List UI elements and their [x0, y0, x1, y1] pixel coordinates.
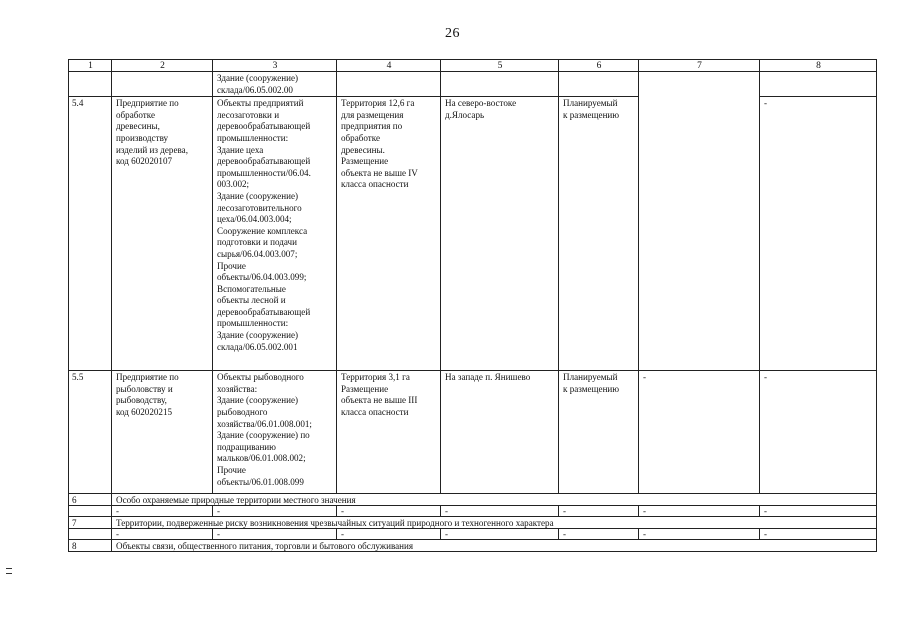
section-number: 7	[69, 517, 112, 529]
table-row-5-5	[69, 371, 877, 494]
header-cell-5: 5	[441, 60, 559, 72]
cont-cell-objects: Здание (сооружение) склада/06.05.002.00	[213, 72, 337, 97]
header-cell-7: 7	[639, 60, 760, 72]
object-name: Предприятие по обработке древесины, производству изделий из дерева, код 602020107	[112, 97, 213, 371]
page-number: 26	[445, 26, 460, 41]
margin-mark	[6, 568, 12, 574]
dash-cell: -	[441, 506, 559, 517]
object-status: Планируемый к размещению	[559, 371, 639, 494]
document-table	[68, 59, 877, 552]
section-7-values-row	[69, 529, 877, 540]
object-list: Объекты рыбоводного хозяйства: Здание (сооружение) рыбоводного хозяйства/06.01.008.001; Здание (сооружение) по подращиванию мальков/06.01.008.002; Прочие объекты/06.01.008.099	[213, 371, 337, 494]
dash-cell: -	[213, 529, 337, 540]
object-status: Планируемый к размещению	[559, 97, 639, 371]
dash-cell-num	[69, 529, 112, 540]
header-cell-3: 3	[213, 60, 337, 72]
dash-cell: -	[112, 506, 213, 517]
section-title: Особо охраняемые природные территории местного значения	[112, 494, 877, 506]
dash-cell: -	[213, 506, 337, 517]
dash-cell: -	[760, 529, 877, 540]
dash-cell: -	[559, 506, 639, 517]
object-location: На северо-востоке д.Ялосарь	[441, 97, 559, 371]
cont-cell-num	[69, 72, 112, 97]
row-number: 5.4	[69, 97, 112, 371]
dash-cell: -	[337, 506, 441, 517]
section-row-7	[69, 517, 877, 529]
cont-cell-location	[441, 72, 559, 97]
header-cell-6: 6	[559, 60, 639, 72]
header-row	[69, 60, 877, 72]
header-cell-8: 8	[760, 60, 877, 72]
object-col7: -	[639, 371, 760, 494]
object-characteristics: Территория 3,1 га Размещение объекта не выше III класса опасности	[337, 371, 441, 494]
object-col8: -	[760, 371, 877, 494]
header-cell-4: 4	[337, 60, 441, 72]
cont-cell-col8	[760, 72, 877, 97]
object-col8: -	[760, 97, 877, 371]
dash-cell-num	[69, 506, 112, 517]
dash-cell: -	[639, 529, 760, 540]
dash-cell: -	[559, 529, 639, 540]
dash-cell: -	[760, 506, 877, 517]
section-6-values-row	[69, 506, 877, 517]
cont-cell-status	[559, 72, 639, 97]
header-cell-2: 2	[112, 60, 213, 72]
dash-cell: -	[639, 506, 760, 517]
section-number: 8	[69, 540, 112, 552]
continuation-row	[69, 72, 877, 97]
dash-cell: -	[112, 529, 213, 540]
header-cell-1: 1	[69, 60, 112, 72]
dash-cell: -	[441, 529, 559, 540]
dash-cell: -	[337, 529, 441, 540]
row-number: 5.5	[69, 371, 112, 494]
cont-cell-name	[112, 72, 213, 97]
section-row-8	[69, 540, 877, 552]
object-name: Предприятие по рыболовству и рыбоводству, код 602020215	[112, 371, 213, 494]
object-list: Объекты предприятий лесозаготовки и деревообрабатывающей промышленности: Здание цеха деревообрабатывающей промышленности/06.04. 003.002; Здание (сооружение) лесозаготовительного цеха/06.04.003.004; Сооружение комплекса подготовки и подачи сырья/06.04.003.007; Прочие объекты/06.04.003.099; Вспомогательные объекты лесной и деревообрабатывающей промышленности: Здание (сооружение) склада/06.05.002.001	[213, 97, 337, 371]
section-title: Объекты связи, общественного питания, торговли и бытового обслуживания	[112, 540, 877, 552]
section-number: 6	[69, 494, 112, 506]
object-characteristics: Территория 12,6 га для размещения предприятия по обработке древесины. Размещение объекта не выше IV класса опасности	[337, 97, 441, 371]
section-row-6	[69, 494, 877, 506]
object-location: На западе п. Янишево	[441, 371, 559, 494]
cont-cell-characteristics	[337, 72, 441, 97]
section-title: Территории, подверженные риску возникновения чрезвычайных ситуаций природного и техногенного характера	[112, 517, 877, 529]
cont-cell-col7	[639, 72, 760, 371]
